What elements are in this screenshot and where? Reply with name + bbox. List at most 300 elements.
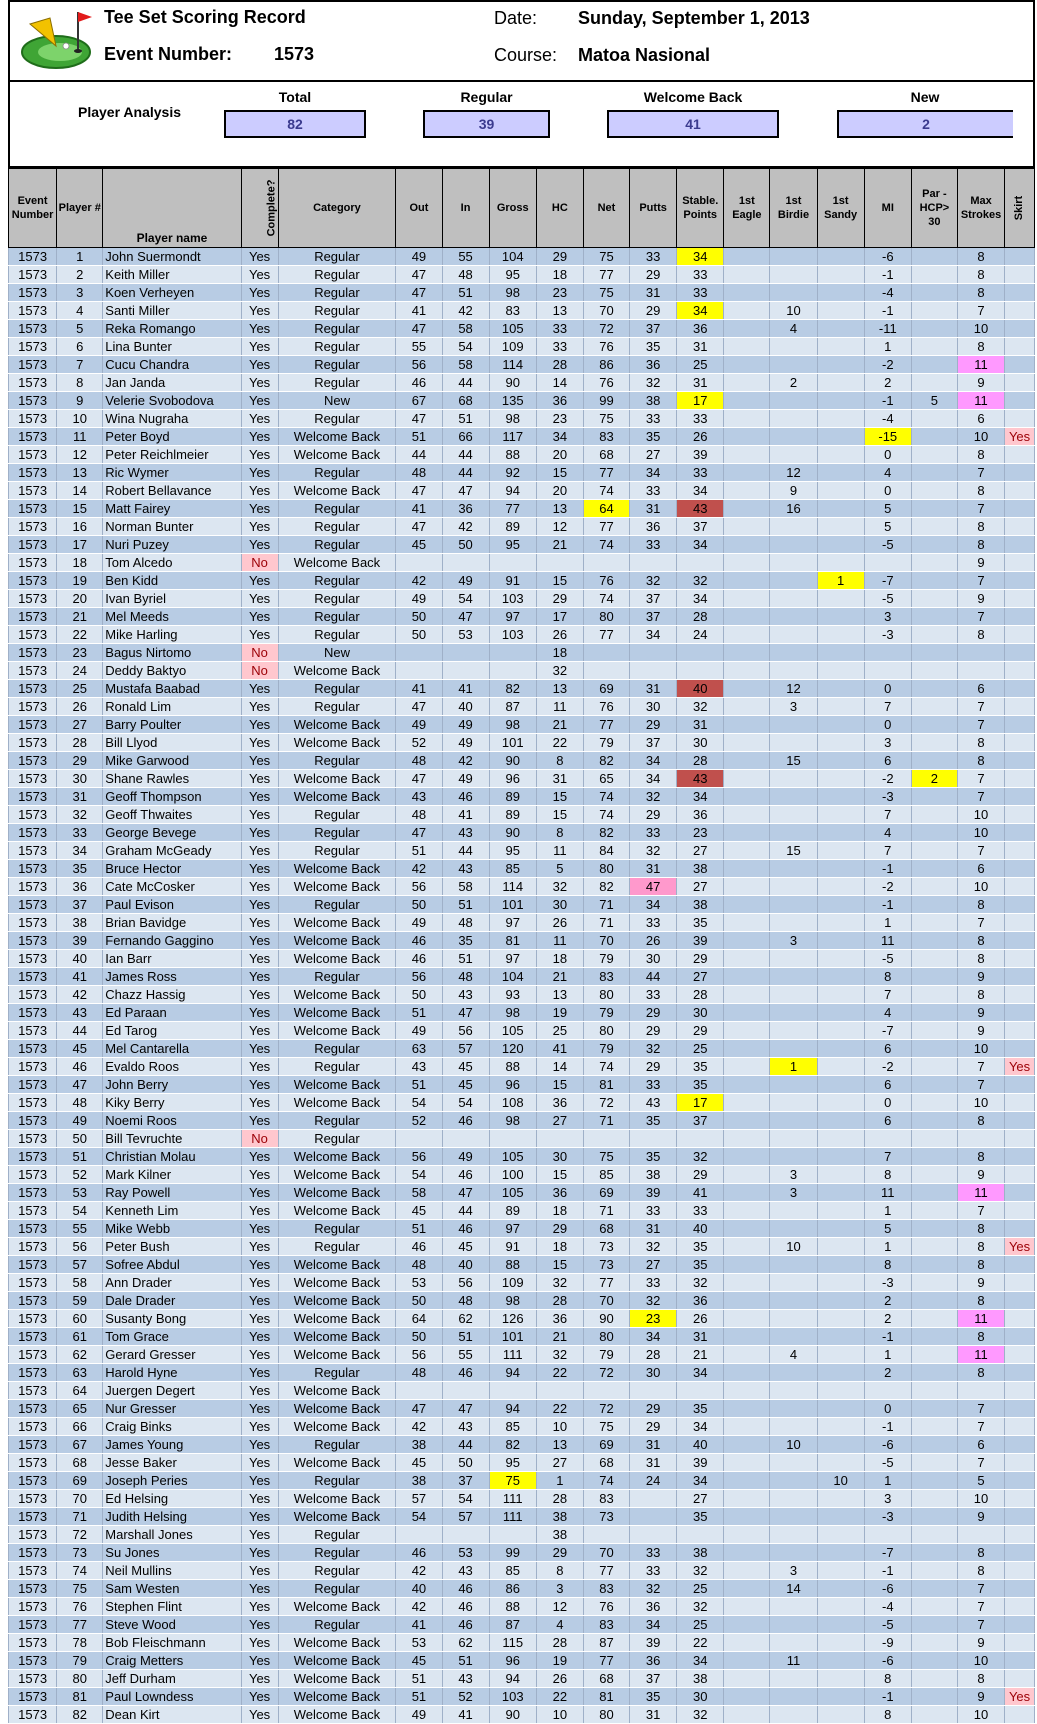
table-cell	[817, 680, 864, 698]
table-cell	[1005, 554, 1035, 572]
table-cell: 39	[677, 932, 724, 950]
table-row	[9, 572, 1035, 590]
table-cell: Brian Bavidge	[103, 914, 241, 932]
table-cell: Ray Powell	[103, 1184, 241, 1202]
table-cell: 18	[536, 950, 583, 968]
table-cell: 30	[536, 1148, 583, 1166]
table-cell	[911, 878, 957, 896]
table-cell	[817, 1112, 864, 1130]
col-stableford-points: Stable. Points	[677, 169, 724, 248]
table-cell: 67	[57, 1436, 103, 1454]
table-cell: 5	[536, 860, 583, 878]
table-cell: 89	[489, 1202, 536, 1220]
table-cell: 82	[57, 1706, 103, 1724]
table-cell: 56	[396, 878, 442, 896]
table-cell: 32	[630, 1580, 677, 1598]
table-cell: 7	[957, 464, 1004, 482]
table-cell: 47	[442, 608, 489, 626]
table-cell: Regular	[278, 1544, 396, 1562]
table-cell: Welcome Back	[278, 932, 396, 950]
table-cell: Regular	[278, 698, 396, 716]
table-cell: Yes	[241, 572, 278, 590]
table-cell: 50	[396, 896, 442, 914]
table-cell: 77	[583, 518, 629, 536]
table-cell: 45	[396, 536, 442, 554]
table-cell: Graham McGeady	[103, 842, 241, 860]
table-cell	[770, 1094, 817, 1112]
table-cell	[817, 1004, 864, 1022]
table-cell: 74	[583, 1058, 629, 1076]
table-cell: 68	[57, 1454, 103, 1472]
table-cell: -5	[864, 590, 911, 608]
table-cell	[911, 1112, 957, 1130]
table-cell	[911, 536, 957, 554]
table-cell	[724, 1364, 770, 1382]
table-cell: 41	[396, 680, 442, 698]
table-cell: 62	[442, 1634, 489, 1652]
table-cell	[442, 662, 489, 680]
table-cell	[770, 1076, 817, 1094]
table-cell: Yes	[241, 302, 278, 320]
table-cell: 3	[770, 1184, 817, 1202]
table-cell: 10	[957, 1094, 1004, 1112]
table-cell	[724, 662, 770, 680]
table-cell: 1	[770, 1058, 817, 1076]
table-cell: -7	[864, 1022, 911, 1040]
table-cell	[1005, 860, 1035, 878]
table-cell: 33	[630, 482, 677, 500]
table-cell: 4	[770, 320, 817, 338]
table-cell	[911, 1634, 957, 1652]
table-cell: Mike Garwood	[103, 752, 241, 770]
table-cell: 85	[489, 1562, 536, 1580]
table-cell: 98	[489, 1292, 536, 1310]
table-cell	[817, 1274, 864, 1292]
table-cell: Geoff Thwaites	[103, 806, 241, 824]
table-cell: 36	[677, 1292, 724, 1310]
table-cell	[396, 554, 442, 572]
table-cell	[724, 788, 770, 806]
table-cell: 44	[442, 1436, 489, 1454]
table-cell: Yes	[241, 1346, 278, 1364]
record-header	[8, 0, 1035, 82]
table-cell: 32	[677, 1706, 724, 1724]
table-cell: 105	[489, 1022, 536, 1040]
table-cell	[817, 644, 864, 662]
table-cell: 1573	[9, 1202, 57, 1220]
table-cell	[817, 1634, 864, 1652]
table-cell: 37	[442, 1472, 489, 1490]
table-cell: Bill Tevruchte	[103, 1130, 241, 1148]
table-row	[9, 1382, 1035, 1400]
table-cell: 32	[630, 1238, 677, 1256]
table-cell: Yes	[241, 842, 278, 860]
table-cell: 11	[957, 356, 1004, 374]
table-cell	[724, 1454, 770, 1472]
table-cell	[911, 1382, 957, 1400]
table-cell	[583, 1526, 629, 1544]
table-cell: 17	[57, 536, 103, 554]
table-row	[9, 878, 1035, 896]
table-row	[9, 608, 1035, 626]
table-cell	[630, 1382, 677, 1400]
table-cell	[770, 1472, 817, 1490]
table-cell: 1573	[9, 1580, 57, 1598]
table-cell: 109	[489, 1274, 536, 1292]
table-cell: 7	[957, 698, 1004, 716]
table-cell	[770, 662, 817, 680]
table-cell	[770, 824, 817, 842]
table-cell: 37	[630, 1670, 677, 1688]
table-cell	[1005, 1616, 1035, 1634]
course-label: Course:	[494, 45, 558, 65]
table-cell: 1573	[9, 1688, 57, 1706]
table-cell	[1005, 1328, 1035, 1346]
table-cell: 76	[583, 338, 629, 356]
table-cell: 43	[442, 1670, 489, 1688]
table-cell	[1005, 716, 1035, 734]
table-cell	[724, 518, 770, 536]
table-cell	[817, 1508, 864, 1526]
table-cell: 45	[57, 1040, 103, 1058]
table-cell: 71	[583, 896, 629, 914]
table-cell	[770, 1112, 817, 1130]
table-cell: Regular	[278, 356, 396, 374]
table-cell: 101	[489, 896, 536, 914]
table-cell: Yes	[241, 410, 278, 428]
table-cell: Yes	[241, 1148, 278, 1166]
table-cell: Yes	[241, 1310, 278, 1328]
table-cell: Yes	[241, 338, 278, 356]
col-player-name: Player name	[103, 169, 241, 248]
table-cell: Yes	[241, 392, 278, 410]
table-cell: 1573	[9, 500, 57, 518]
table-cell: 43	[442, 1418, 489, 1436]
table-row	[9, 662, 1035, 680]
table-cell: Yes	[241, 1652, 278, 1670]
table-cell: 11	[957, 1310, 1004, 1328]
table-cell: 69	[57, 1472, 103, 1490]
table-cell: 68	[583, 1220, 629, 1238]
table-cell: 64	[583, 500, 629, 518]
table-cell	[677, 1130, 724, 1148]
table-cell	[724, 1526, 770, 1544]
table-cell: 34	[630, 464, 677, 482]
table-cell	[911, 788, 957, 806]
table-cell: 50	[442, 536, 489, 554]
table-cell: 1573	[9, 734, 57, 752]
table-cell	[724, 1148, 770, 1166]
table-cell: Yes	[241, 1616, 278, 1634]
table-cell	[536, 1130, 583, 1148]
table-row	[9, 1634, 1035, 1652]
table-cell: 34	[630, 752, 677, 770]
table-cell: 38	[630, 1166, 677, 1184]
table-cell	[817, 896, 864, 914]
table-cell	[911, 986, 957, 1004]
table-cell	[770, 1040, 817, 1058]
table-cell	[770, 1598, 817, 1616]
regular-value: 39	[423, 110, 550, 138]
table-cell	[724, 1616, 770, 1634]
table-cell: 99	[583, 392, 629, 410]
table-cell	[677, 1526, 724, 1544]
table-cell: Yes	[241, 1436, 278, 1454]
table-cell	[817, 482, 864, 500]
table-cell: 10	[957, 824, 1004, 842]
table-cell: 43	[630, 1094, 677, 1112]
table-cell: 41	[442, 680, 489, 698]
table-cell: 69	[583, 680, 629, 698]
table-cell	[911, 1184, 957, 1202]
table-cell: 33	[57, 824, 103, 842]
table-cell: Evaldo Roos	[103, 1058, 241, 1076]
new-value: 2	[837, 110, 1013, 138]
table-cell: 0	[864, 446, 911, 464]
table-cell: -1	[864, 1688, 911, 1706]
table-cell: 115	[489, 1634, 536, 1652]
table-cell: 35	[677, 914, 724, 932]
table-row	[9, 626, 1035, 644]
table-cell: 34	[57, 842, 103, 860]
table-cell: 47	[396, 284, 442, 302]
table-cell: 29	[630, 1004, 677, 1022]
table-cell	[770, 1328, 817, 1346]
table-cell	[724, 356, 770, 374]
table-cell	[724, 1310, 770, 1328]
table-cell: 101	[489, 1328, 536, 1346]
table-cell	[817, 1022, 864, 1040]
table-cell: 47	[396, 698, 442, 716]
table-cell	[817, 1202, 864, 1220]
table-cell: 46	[442, 1166, 489, 1184]
table-cell: 36	[536, 1094, 583, 1112]
table-cell: 33	[630, 1544, 677, 1562]
table-cell: 90	[489, 824, 536, 842]
table-cell: Welcome Back	[278, 860, 396, 878]
table-cell: 41	[677, 1184, 724, 1202]
table-cell: 46	[57, 1058, 103, 1076]
table-cell: 83	[583, 1490, 629, 1508]
table-cell: 18	[536, 1238, 583, 1256]
table-cell: 97	[489, 1220, 536, 1238]
table-cell: 67	[396, 392, 442, 410]
table-cell: 68	[442, 392, 489, 410]
table-cell: 43	[442, 824, 489, 842]
table-cell	[1005, 1076, 1035, 1094]
table-cell	[630, 1508, 677, 1526]
table-cell: 49	[442, 716, 489, 734]
table-cell: 28	[630, 1346, 677, 1364]
table-cell	[770, 986, 817, 1004]
table-cell: 56	[442, 1274, 489, 1292]
table-cell: -1	[864, 1418, 911, 1436]
table-cell: Yes	[241, 1562, 278, 1580]
table-cell: 34	[677, 536, 724, 554]
table-cell: 82	[489, 1436, 536, 1454]
table-cell: Welcome Back	[278, 1148, 396, 1166]
table-cell: 1573	[9, 1346, 57, 1364]
table-cell: -6	[864, 1436, 911, 1454]
table-cell: 32	[677, 698, 724, 716]
table-cell	[817, 716, 864, 734]
table-cell	[770, 644, 817, 662]
table-cell: 21	[536, 968, 583, 986]
table-cell: Welcome Back	[278, 1706, 396, 1724]
table-cell: 32	[536, 1274, 583, 1292]
table-cell: 18	[536, 1202, 583, 1220]
table-cell: 76	[583, 572, 629, 590]
table-cell: Ronald Lim	[103, 698, 241, 716]
table-cell	[1005, 410, 1035, 428]
table-cell: 11	[957, 1184, 1004, 1202]
table-cell: 74	[583, 536, 629, 554]
table-cell: 80	[583, 860, 629, 878]
table-cell: 34	[677, 1418, 724, 1436]
table-cell	[770, 734, 817, 752]
table-cell: Mike Webb	[103, 1220, 241, 1238]
table-cell: Harold Hyne	[103, 1364, 241, 1382]
table-cell	[1005, 320, 1035, 338]
table-cell: 33	[630, 410, 677, 428]
table-cell: Koen Verheyen	[103, 284, 241, 302]
table-cell: 105	[489, 1184, 536, 1202]
table-cell: 24	[630, 1472, 677, 1490]
table-cell: Joseph Peries	[103, 1472, 241, 1490]
table-cell: Welcome Back	[278, 428, 396, 446]
table-cell: Yes	[241, 1058, 278, 1076]
table-cell	[770, 518, 817, 536]
table-cell: Yes	[241, 464, 278, 482]
table-cell: 31	[536, 770, 583, 788]
table-cell: 9	[957, 1022, 1004, 1040]
table-cell: 1573	[9, 446, 57, 464]
table-cell: Yes	[241, 1220, 278, 1238]
table-cell: 8	[957, 1112, 1004, 1130]
table-cell	[911, 1454, 957, 1472]
table-cell: 44	[442, 1202, 489, 1220]
table-cell: 1	[864, 338, 911, 356]
table-cell: 32	[630, 842, 677, 860]
table-cell: 23	[677, 824, 724, 842]
table-cell: 1573	[9, 1076, 57, 1094]
table-cell: 83	[583, 1616, 629, 1634]
table-cell	[1005, 1274, 1035, 1292]
table-cell	[911, 1040, 957, 1058]
table-cell	[770, 1364, 817, 1382]
table-cell: 39	[57, 932, 103, 950]
table-row	[9, 248, 1035, 266]
table-cell	[724, 1598, 770, 1616]
table-cell: 56	[396, 968, 442, 986]
table-cell: 30	[630, 950, 677, 968]
table-cell: Yes	[1005, 1238, 1035, 1256]
table-row	[9, 1454, 1035, 1472]
table-cell: 7	[864, 698, 911, 716]
table-cell: 1573	[9, 770, 57, 788]
table-cell: -1	[864, 302, 911, 320]
table-row	[9, 500, 1035, 518]
table-cell	[911, 302, 957, 320]
table-cell: 32	[677, 572, 724, 590]
table-cell: Craig Binks	[103, 1418, 241, 1436]
table-cell	[442, 1130, 489, 1148]
table-cell: Craig Metters	[103, 1652, 241, 1670]
table-cell	[911, 1598, 957, 1616]
table-cell: 32	[677, 1274, 724, 1292]
table-row	[9, 320, 1035, 338]
table-cell	[911, 1670, 957, 1688]
table-cell: 99	[489, 1544, 536, 1562]
table-cell	[911, 824, 957, 842]
table-row	[9, 1706, 1035, 1724]
table-cell	[911, 1364, 957, 1382]
table-cell	[817, 1544, 864, 1562]
table-cell: 22	[677, 1634, 724, 1652]
table-cell: 42	[396, 572, 442, 590]
table-cell: 33	[630, 1562, 677, 1580]
table-cell: 104	[489, 968, 536, 986]
table-cell: Yes	[241, 698, 278, 716]
table-row	[9, 518, 1035, 536]
table-cell: 43	[442, 986, 489, 1004]
table-cell: 32	[677, 1148, 724, 1166]
table-cell: Jeff Durham	[103, 1670, 241, 1688]
table-cell: 35	[442, 932, 489, 950]
table-cell: 26	[536, 1670, 583, 1688]
table-cell	[911, 1256, 957, 1274]
table-cell: 82	[583, 878, 629, 896]
table-cell: 135	[489, 392, 536, 410]
table-cell: 32	[630, 1292, 677, 1310]
table-cell: 97	[489, 950, 536, 968]
table-cell: 79	[583, 950, 629, 968]
table-cell	[911, 1400, 957, 1418]
table-cell	[1005, 1508, 1035, 1526]
table-cell: Regular	[278, 968, 396, 986]
table-cell: 22	[57, 626, 103, 644]
table-cell	[911, 1004, 957, 1022]
table-cell: 1573	[9, 878, 57, 896]
table-cell: 77	[489, 500, 536, 518]
table-cell: 94	[489, 482, 536, 500]
table-cell: 36	[677, 806, 724, 824]
table-cell	[1005, 1220, 1035, 1238]
table-cell: 35	[630, 1148, 677, 1166]
table-cell	[911, 518, 957, 536]
table-cell: 88	[489, 1598, 536, 1616]
table-cell	[911, 1436, 957, 1454]
table-cell: 34	[677, 1652, 724, 1670]
table-cell	[724, 608, 770, 626]
col-mi: MI	[864, 169, 911, 248]
table-cell: 27	[630, 446, 677, 464]
table-cell	[770, 968, 817, 986]
table-cell	[817, 626, 864, 644]
table-cell: 9	[957, 590, 1004, 608]
table-cell	[911, 896, 957, 914]
table-cell: 37	[57, 896, 103, 914]
table-cell	[1005, 734, 1035, 752]
table-cell	[724, 968, 770, 986]
table-cell: 36	[630, 1652, 677, 1670]
table-cell	[770, 1310, 817, 1328]
table-cell: Yes	[241, 1328, 278, 1346]
table-cell	[911, 1688, 957, 1706]
table-cell: 33	[677, 284, 724, 302]
table-cell: 27	[677, 968, 724, 986]
table-cell: 70	[57, 1490, 103, 1508]
